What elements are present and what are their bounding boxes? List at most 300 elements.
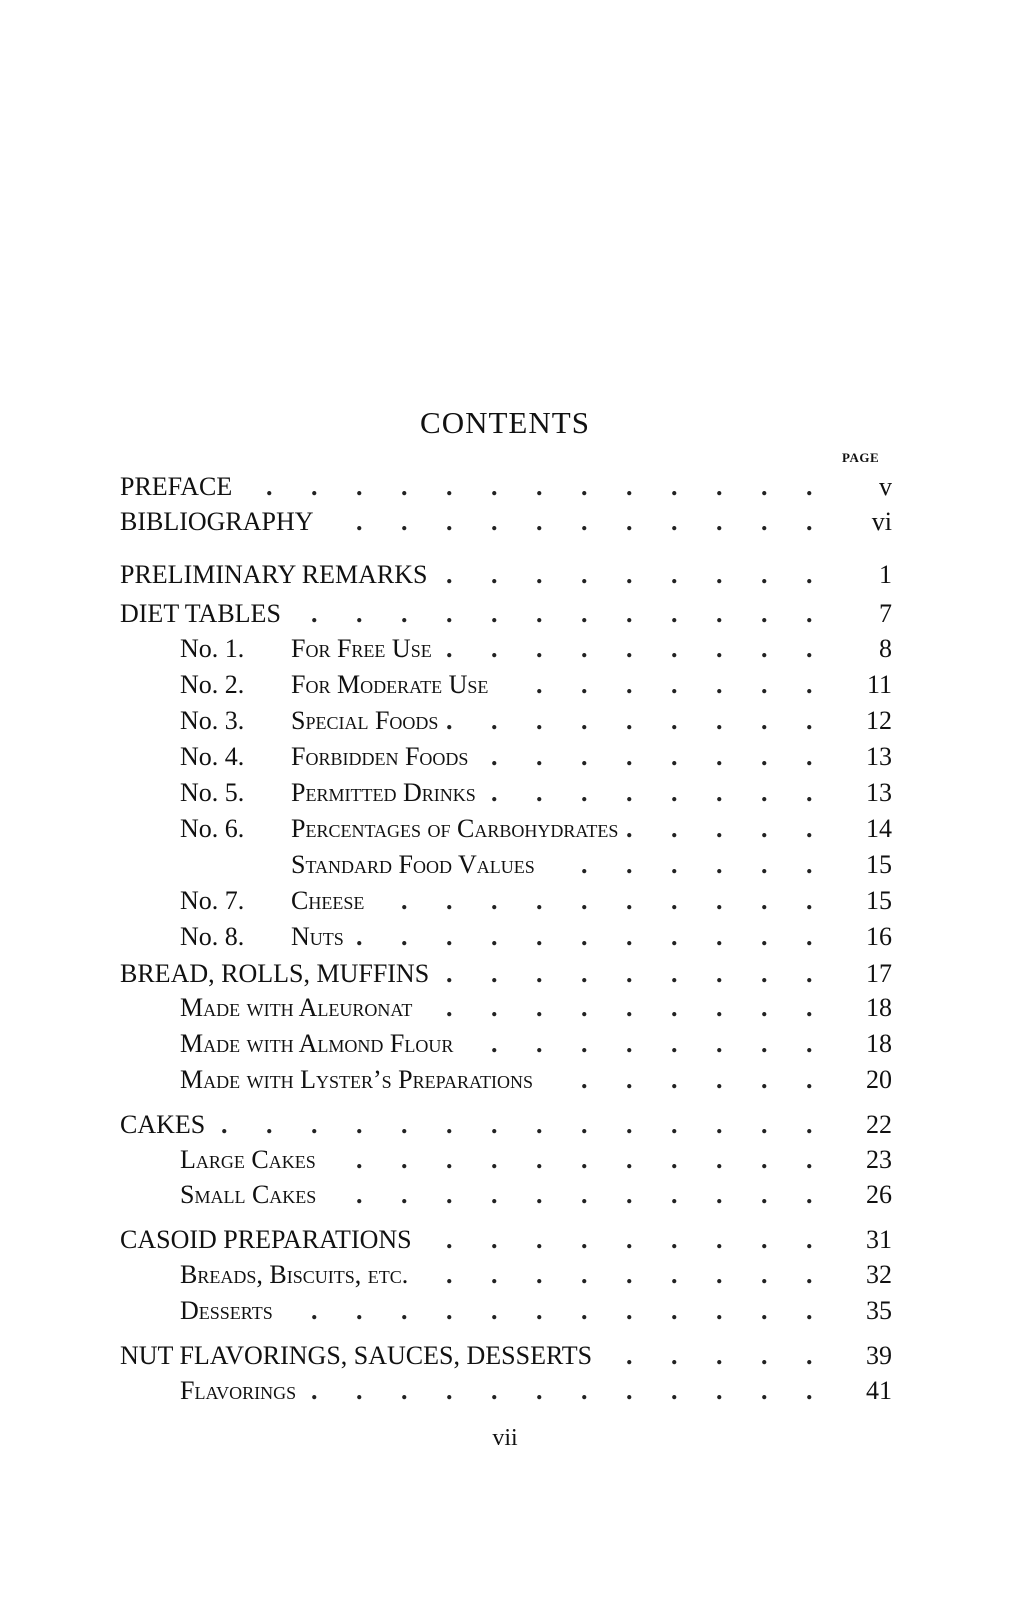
dot-leader [291, 597, 812, 631]
leader-dot: . [626, 1029, 633, 1058]
leader-dot: . [761, 560, 768, 589]
leader-dot: . [626, 599, 633, 628]
toc-entry [0, 704, 1035, 738]
leader-dot: . [671, 1029, 678, 1058]
leader-dot: . [536, 670, 543, 699]
leader-dot: . [536, 922, 543, 951]
leader-dot: . [806, 1296, 813, 1325]
leader-dot: . [491, 472, 498, 501]
toc-entry [0, 1339, 1035, 1373]
leader-dot: . [491, 1029, 498, 1058]
leader-dot: . [716, 706, 723, 735]
leader-dot: . [491, 1260, 498, 1289]
leader-dot: . [491, 1145, 498, 1174]
leader-dot: . [536, 1296, 543, 1325]
leader-dot: . [581, 599, 588, 628]
leader-dot: . [356, 1376, 363, 1405]
leader-dot: . [671, 1296, 678, 1325]
leader-dot: . [761, 993, 768, 1022]
toc-entry-title: For Moderate Use [291, 670, 489, 699]
leader-dot: . [626, 1110, 633, 1139]
leader-dot: . [581, 1180, 588, 1209]
leader-dot: . [446, 1180, 453, 1209]
leader-dot: . [761, 1065, 768, 1094]
leader-dot: . [536, 1225, 543, 1254]
toc-entry-page: 20 [866, 1065, 892, 1094]
leader-dot: . [401, 886, 408, 915]
leader-dot: . [626, 959, 633, 988]
leader-dot: . [626, 1376, 633, 1405]
leader-dot: . [626, 993, 633, 1022]
leader-dot: . [356, 472, 363, 501]
toc-entry-title: Breads, Biscuits, etc. [180, 1260, 409, 1289]
leader-dot: . [626, 1225, 633, 1254]
page-column-label: PAGE [842, 450, 880, 465]
toc-entry-number: No. 3. [180, 706, 245, 735]
toc-entry-page: 8 [879, 634, 892, 663]
dot-leader [439, 957, 812, 991]
toc-entry-page: vi [871, 507, 892, 536]
toc-entry-title: BREAD, ROLLS, MUFFINS [120, 959, 430, 988]
leader-dot: . [356, 1110, 363, 1139]
leader-dot: . [356, 922, 363, 951]
leader-dot: . [806, 560, 813, 589]
toc-entry [0, 470, 1035, 504]
leader-dot: . [806, 670, 813, 699]
dot-leader [543, 1063, 812, 1097]
leader-dot: . [311, 472, 318, 501]
leader-dot: . [536, 742, 543, 771]
toc-entry-page: 17 [866, 959, 892, 988]
toc-entry-page: 16 [866, 922, 892, 951]
leader-dot: . [446, 560, 453, 589]
leader-dot: . [626, 706, 633, 735]
leader-dot: . [671, 599, 678, 628]
toc-entry [0, 1063, 1035, 1097]
leader-dot: . [536, 778, 543, 807]
toc-entry-page: 35 [866, 1296, 892, 1325]
leader-dot: . [626, 778, 633, 807]
toc-entry-page: 31 [866, 1225, 892, 1254]
toc-entry-number: No. 6. [180, 814, 245, 843]
leader-dot: . [626, 507, 633, 536]
leader-dot: . [491, 993, 498, 1022]
leader-dot: . [581, 1145, 588, 1174]
toc-entry-title: Made with Aleuronat [180, 993, 413, 1022]
toc-entry [0, 632, 1035, 666]
leader-dot: . [671, 1260, 678, 1289]
toc-entry [0, 776, 1035, 810]
toc-entry-page: 26 [866, 1180, 892, 1209]
toc-entry-title: Special Foods [291, 706, 439, 735]
toc-entry [0, 558, 1035, 592]
leader-dot: . [806, 1341, 813, 1370]
leader-dot: . [671, 1341, 678, 1370]
leader-dot: . [626, 1145, 633, 1174]
leader-dot: . [716, 599, 723, 628]
toc-entry-number: No. 4. [180, 742, 245, 771]
leader-dot: . [716, 886, 723, 915]
leader-dot: . [446, 706, 453, 735]
leader-dot: . [401, 1296, 408, 1325]
toc-entry-title: Permitted Drinks [291, 778, 476, 807]
toc-entry-page: 12 [866, 706, 892, 735]
leader-dot: . [626, 742, 633, 771]
leader-dot: . [806, 1225, 813, 1254]
leader-dot: . [671, 670, 678, 699]
leader-dot: . [806, 599, 813, 628]
leader-dot: . [581, 634, 588, 663]
leader-dot: . [761, 634, 768, 663]
dot-leader [324, 505, 812, 539]
leader-dot: . [671, 507, 678, 536]
leader-dot: . [671, 993, 678, 1022]
leader-dot: . [806, 1065, 813, 1094]
leader-dot: . [581, 1260, 588, 1289]
leader-dot: . [806, 1110, 813, 1139]
leader-dot: . [491, 1296, 498, 1325]
leader-dot: . [761, 1260, 768, 1289]
leader-dot: . [446, 1225, 453, 1254]
leader-dot: . [761, 886, 768, 915]
leader-dot: . [536, 634, 543, 663]
leader-dot: . [806, 1029, 813, 1058]
dot-leader [326, 1143, 812, 1177]
leader-dot: . [671, 1065, 678, 1094]
leader-dot: . [356, 1145, 363, 1174]
leader-dot: . [671, 1110, 678, 1139]
leader-dot: . [761, 599, 768, 628]
toc-entry-page: 23 [866, 1145, 892, 1174]
leader-dot: . [761, 1341, 768, 1370]
toc-entry-title: NUT FLAVORINGS, SAUCES, DESSERTS [120, 1341, 593, 1370]
leader-dot: . [581, 1376, 588, 1405]
toc-entry-title: CASOID PREPARATIONS [120, 1225, 412, 1254]
leader-dot: . [716, 959, 723, 988]
leader-dot: . [806, 634, 813, 663]
leader-dot: . [536, 706, 543, 735]
leader-dot: . [491, 634, 498, 663]
leader-dot: . [626, 670, 633, 699]
leader-dot: . [311, 1296, 318, 1325]
leader-dot: . [716, 560, 723, 589]
leader-dot: . [806, 1180, 813, 1209]
dot-leader [545, 848, 812, 882]
leader-dot: . [806, 1145, 813, 1174]
leader-dot: . [446, 1296, 453, 1325]
leader-dot: . [446, 959, 453, 988]
leader-dot: . [671, 814, 678, 843]
toc-entry [0, 1108, 1035, 1142]
toc-entry-title: Cheese [291, 886, 365, 915]
leader-dot: . [536, 599, 543, 628]
page-folio: vii [492, 1425, 518, 1451]
leader-dot: . [761, 1110, 768, 1139]
leader-dot: . [221, 1110, 228, 1139]
toc-entry-page: 41 [866, 1376, 892, 1405]
leader-dot: . [401, 599, 408, 628]
leader-dot: . [401, 1376, 408, 1405]
leader-dot: . [446, 634, 453, 663]
leader-dot: . [491, 507, 498, 536]
leader-dot: . [626, 922, 633, 951]
leader-dot: . [581, 1110, 588, 1139]
leader-dot: . [491, 922, 498, 951]
leader-dot: . [716, 993, 723, 1022]
dot-leader [486, 776, 812, 810]
leader-dot: . [626, 472, 633, 501]
toc-entry-page: 18 [866, 993, 892, 1022]
toc-entry-title: PREFACE [120, 472, 233, 501]
leader-dot: . [536, 1180, 543, 1209]
leader-dot: . [311, 599, 318, 628]
toc-entry-page: 13 [866, 778, 892, 807]
leader-dot: . [716, 1341, 723, 1370]
toc-entry [0, 957, 1035, 991]
leader-dot: . [581, 850, 588, 879]
leader-dot: . [491, 886, 498, 915]
leader-dot: . [761, 959, 768, 988]
toc-entry-page: 32 [866, 1260, 892, 1289]
leader-dot: . [761, 742, 768, 771]
leader-dot: . [491, 1225, 498, 1254]
leader-dot: . [581, 560, 588, 589]
leader-dot: . [446, 1260, 453, 1289]
toc-entry [0, 848, 1035, 882]
leader-dot: . [716, 1225, 723, 1254]
dot-leader [463, 1027, 812, 1061]
leader-dot: . [671, 706, 678, 735]
leader-dot: . [446, 507, 453, 536]
dot-leader [242, 470, 812, 504]
toc-entry-page: 22 [866, 1110, 892, 1139]
leader-dot: . [536, 1376, 543, 1405]
leader-dot: . [401, 1145, 408, 1174]
dot-leader [437, 558, 812, 592]
leader-dot: . [671, 922, 678, 951]
leader-dot: . [581, 886, 588, 915]
leader-dot: . [446, 1110, 453, 1139]
toc-entry-page: 15 [866, 886, 892, 915]
leader-dot: . [761, 670, 768, 699]
dot-leader [448, 704, 812, 738]
leader-dot: . [356, 599, 363, 628]
leader-dot: . [401, 472, 408, 501]
leader-dot: . [761, 1029, 768, 1058]
leader-dot: . [716, 1145, 723, 1174]
toc-entry-title: Large Cakes [180, 1145, 316, 1174]
leader-dot: . [581, 472, 588, 501]
toc-entry [0, 812, 1035, 846]
toc-entry [0, 991, 1035, 1025]
toc-entry-title: Forbidden Foods [291, 742, 469, 771]
leader-dot: . [446, 993, 453, 1022]
dot-leader [354, 920, 812, 954]
leader-dot: . [671, 634, 678, 663]
toc-entry [0, 920, 1035, 954]
toc-entry-title: For Free Use [291, 634, 432, 663]
dot-leader [326, 1178, 812, 1212]
toc-entry-title: Small Cakes [180, 1180, 317, 1209]
leader-dot: . [581, 1225, 588, 1254]
leader-dot: . [446, 1376, 453, 1405]
dot-leader [478, 740, 812, 774]
leader-dot: . [491, 560, 498, 589]
leader-dot: . [491, 599, 498, 628]
leader-dot: . [581, 778, 588, 807]
leader-dot: . [266, 1110, 273, 1139]
leader-dot: . [536, 959, 543, 988]
toc-entry [0, 1178, 1035, 1212]
leader-dot: . [401, 922, 408, 951]
leader-dot: . [626, 1180, 633, 1209]
toc-entry-number: No. 7. [180, 886, 245, 915]
leader-dot: . [401, 507, 408, 536]
leader-dot: . [626, 850, 633, 879]
toc-entry-title: Made with Almond Flour [180, 1029, 454, 1058]
toc-entry [0, 668, 1035, 702]
toc-entry-page: 1 [879, 560, 892, 589]
leader-dot: . [671, 1145, 678, 1174]
leader-dot: . [761, 778, 768, 807]
leader-dot: . [626, 1260, 633, 1289]
leader-dot: . [536, 1110, 543, 1139]
toc-entry [0, 1143, 1035, 1177]
leader-dot: . [536, 507, 543, 536]
leader-dot: . [536, 472, 543, 501]
toc-entry-title: Standard Food Values [291, 850, 535, 879]
page-title: CONTENTS [420, 405, 590, 440]
dot-leader [422, 991, 812, 1025]
leader-dot: . [761, 507, 768, 536]
leader-dot: . [761, 1145, 768, 1174]
leader-dot: . [806, 850, 813, 879]
dot-leader [498, 668, 812, 702]
leader-dot: . [761, 1296, 768, 1325]
leader-dot: . [761, 1376, 768, 1405]
leader-dot: . [491, 778, 498, 807]
toc-entry-page: 15 [866, 850, 892, 879]
leader-dot: . [806, 959, 813, 988]
leader-dot: . [581, 1296, 588, 1325]
dot-leader [442, 632, 812, 666]
leader-dot: . [716, 922, 723, 951]
leader-dot: . [671, 560, 678, 589]
leader-dot: . [716, 1376, 723, 1405]
leader-dot: . [716, 778, 723, 807]
toc-entry [0, 597, 1035, 631]
dot-leader [418, 1258, 812, 1292]
leader-dot: . [716, 1260, 723, 1289]
leader-dot: . [581, 922, 588, 951]
leader-dot: . [581, 670, 588, 699]
dot-leader [374, 884, 812, 918]
leader-dot: . [716, 1029, 723, 1058]
leader-dot: . [806, 993, 813, 1022]
leader-dot: . [491, 959, 498, 988]
leader-dot: . [716, 850, 723, 879]
leader-dot: . [761, 922, 768, 951]
toc-entry [0, 884, 1035, 918]
leader-dot: . [626, 560, 633, 589]
leader-dot: . [671, 1180, 678, 1209]
leader-dot: . [671, 959, 678, 988]
leader-dot: . [491, 1180, 498, 1209]
leader-dot: . [491, 706, 498, 735]
toc-entry-title: CAKES [120, 1110, 206, 1139]
leader-dot: . [716, 1110, 723, 1139]
leader-dot: . [761, 706, 768, 735]
leader-dot: . [581, 706, 588, 735]
leader-dot: . [446, 922, 453, 951]
toc-entry-page: 14 [866, 814, 892, 843]
dot-leader [602, 1339, 812, 1373]
toc-entry-number: No. 1. [180, 634, 245, 663]
leader-dot: . [536, 1029, 543, 1058]
toc-entry-title: DIET TABLES [120, 599, 281, 628]
leader-dot: . [716, 507, 723, 536]
leader-dot: . [401, 1180, 408, 1209]
leader-dot: . [356, 1180, 363, 1209]
leader-dot: . [716, 1065, 723, 1094]
leader-dot: . [806, 1260, 813, 1289]
leader-dot: . [626, 814, 633, 843]
leader-dot: . [446, 599, 453, 628]
toc-entry-title: Flavorings [180, 1376, 297, 1405]
leader-dot: . [311, 1376, 318, 1405]
leader-dot: . [536, 560, 543, 589]
leader-dot: . [581, 507, 588, 536]
leader-dot: . [401, 1110, 408, 1139]
toc-entry-number: No. 8. [180, 922, 245, 951]
toc-entry-title: BIBLIOGRAPHY [120, 507, 314, 536]
leader-dot: . [581, 1029, 588, 1058]
toc-entry-page: 7 [879, 599, 892, 628]
leader-dot: . [536, 993, 543, 1022]
toc-entry-page: v [879, 472, 892, 501]
leader-dot: . [806, 886, 813, 915]
toc-entry-title: Desserts [180, 1296, 273, 1325]
leader-dot: . [491, 1110, 498, 1139]
leader-dot: . [716, 472, 723, 501]
leader-dot: . [356, 507, 363, 536]
leader-dot: . [446, 472, 453, 501]
toc-entry-title: Made with Lyster’s Preparations [180, 1065, 533, 1094]
leader-dot: . [356, 1296, 363, 1325]
leader-dot: . [806, 706, 813, 735]
dot-leader [422, 1223, 812, 1257]
leader-dot: . [671, 850, 678, 879]
leader-dot: . [581, 1065, 588, 1094]
dot-leader [628, 812, 812, 846]
leader-dot: . [581, 959, 588, 988]
leader-dot: . [671, 1376, 678, 1405]
toc-entry [0, 1294, 1035, 1328]
leader-dot: . [806, 742, 813, 771]
leader-dot: . [626, 634, 633, 663]
leader-dot: . [806, 814, 813, 843]
leader-dot: . [716, 670, 723, 699]
leader-dot: . [806, 922, 813, 951]
leader-dot: . [446, 1145, 453, 1174]
leader-dot: . [761, 850, 768, 879]
leader-dot: . [671, 778, 678, 807]
toc-entry-number: No. 5. [180, 778, 245, 807]
leader-dot: . [266, 472, 273, 501]
leader-dot: . [626, 1341, 633, 1370]
toc-entry [0, 1258, 1035, 1292]
leader-dot: . [716, 634, 723, 663]
